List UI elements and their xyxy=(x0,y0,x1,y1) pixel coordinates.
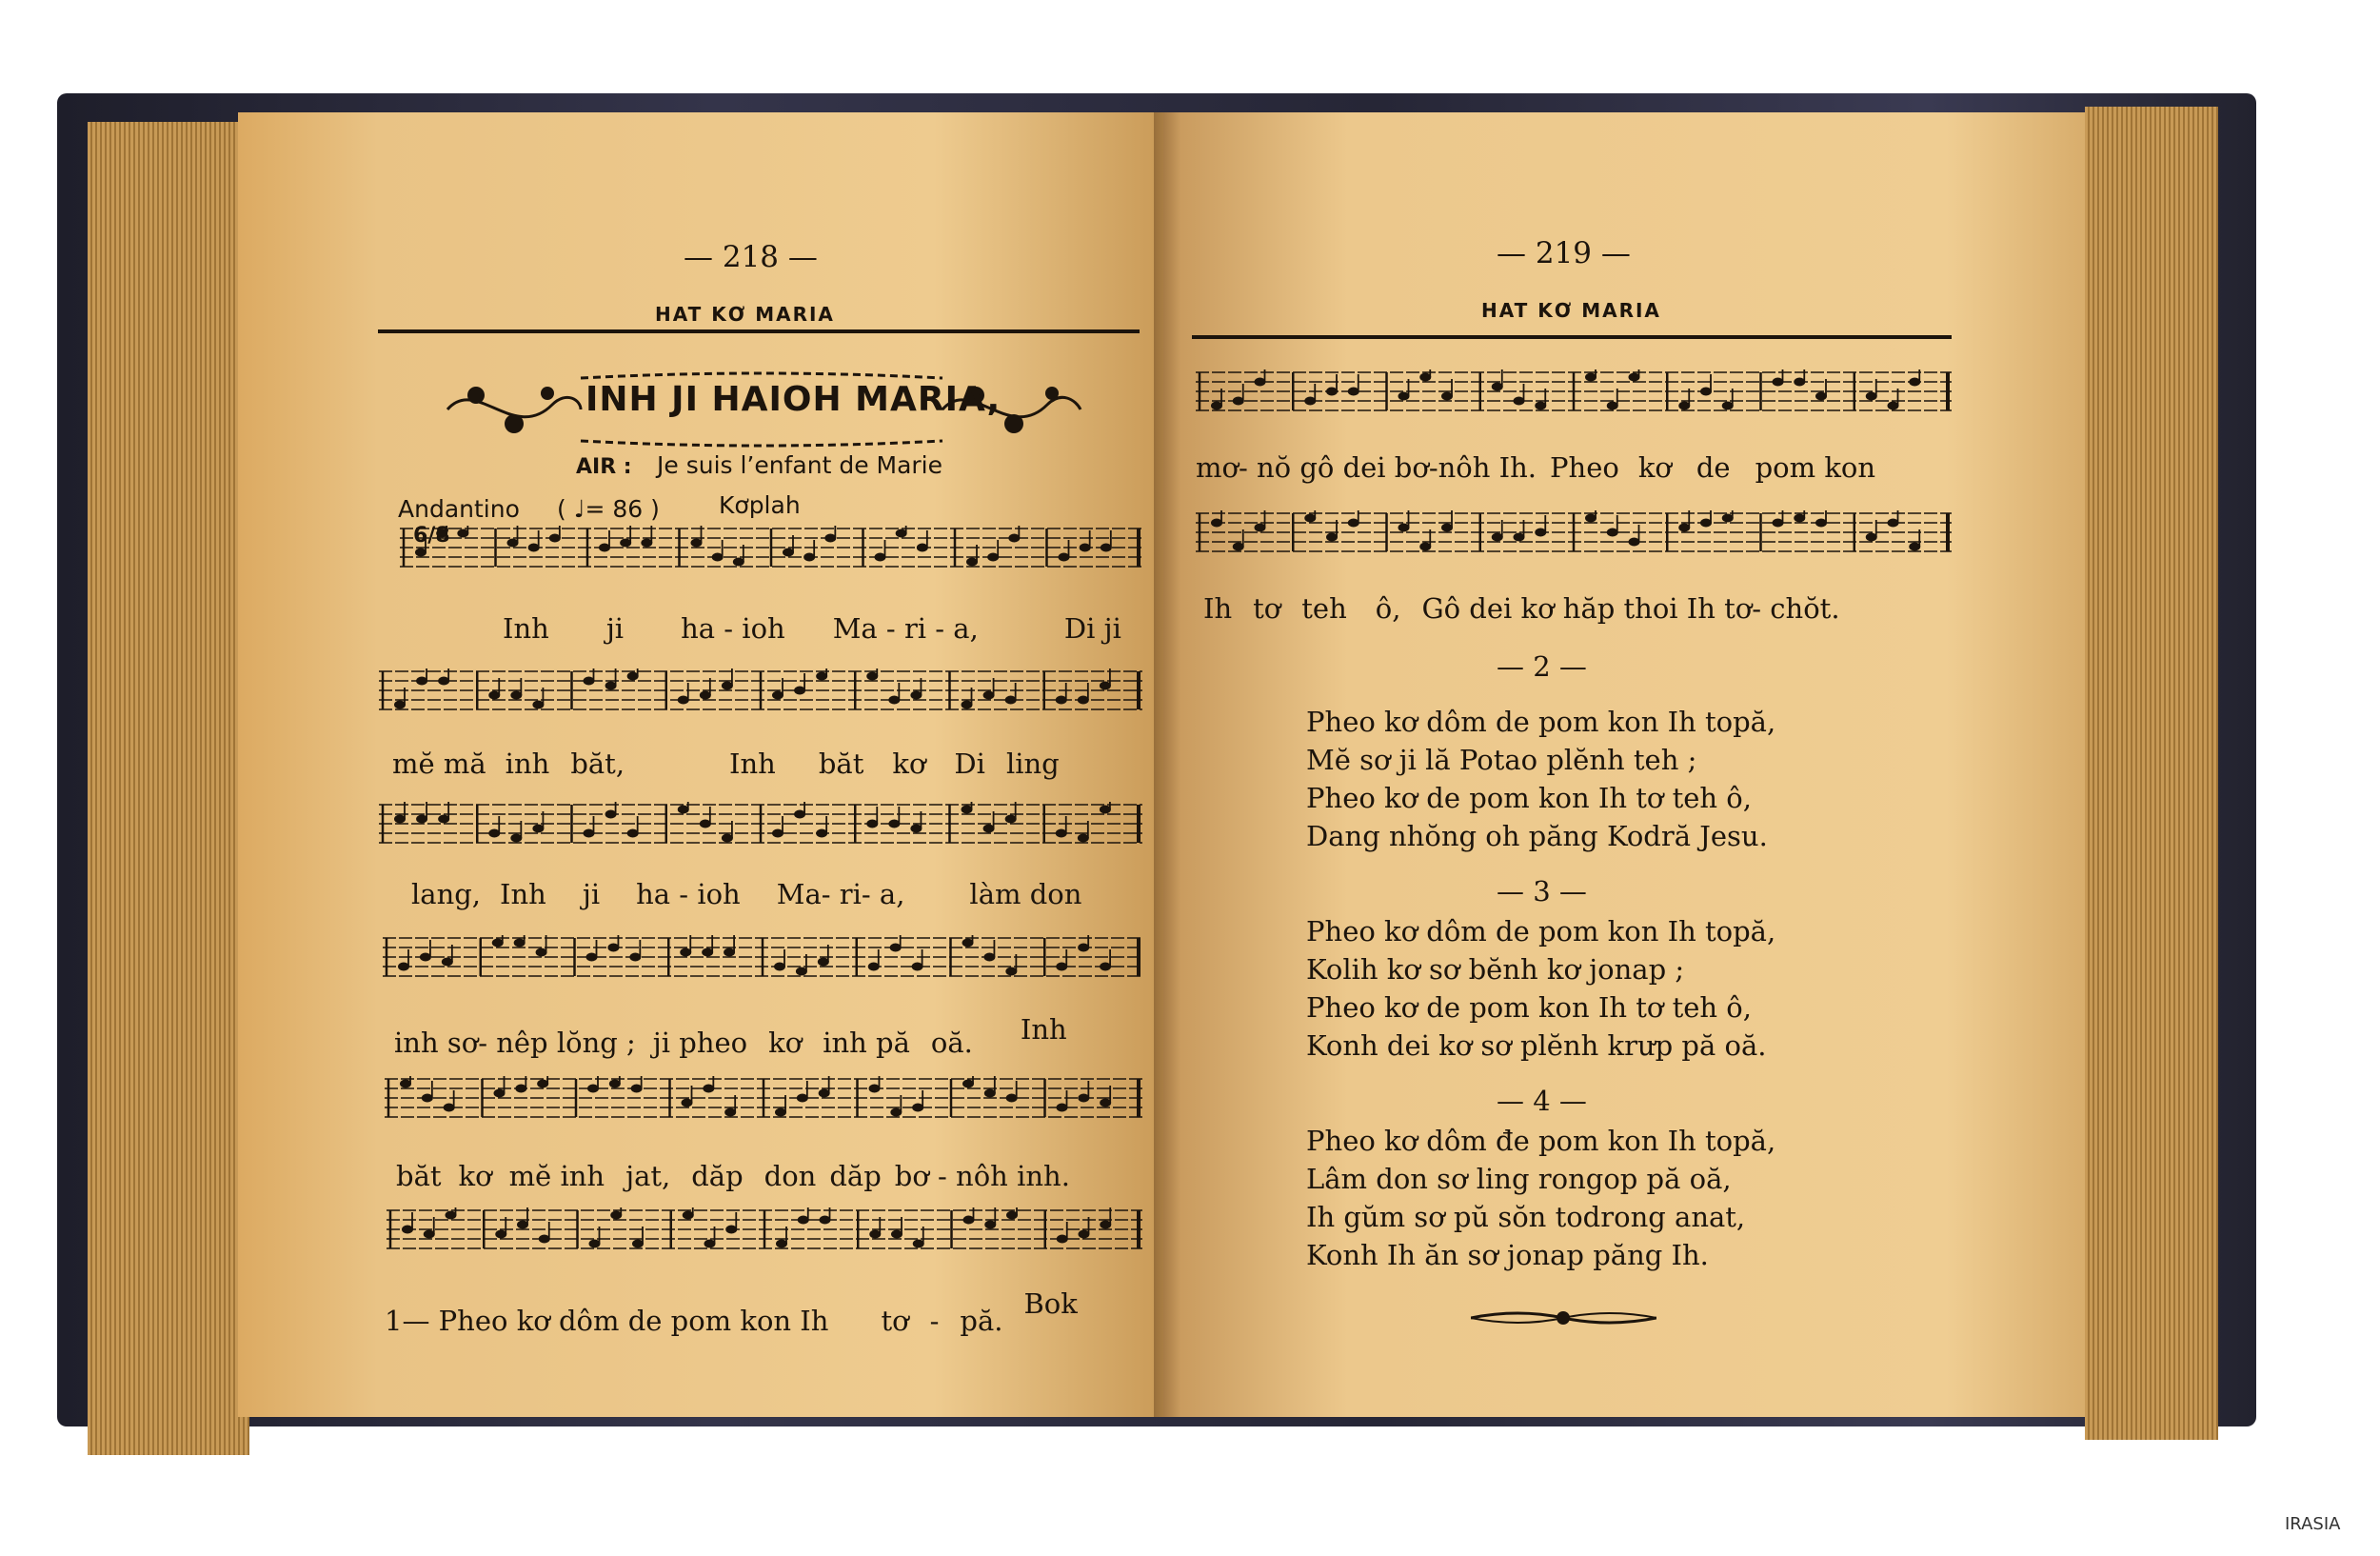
verse-line: Konh dei kơ sơ plĕnh krưp pă oă. xyxy=(1306,1029,1767,1062)
lyric-syllable: mơ- nŏ gô dei bơ-nôh Ih. xyxy=(1196,451,1537,484)
page-edges-left xyxy=(88,122,249,1455)
composer-name: Kơplah xyxy=(719,491,801,519)
lyric-line xyxy=(392,748,1060,780)
lyric-syllable: jat, xyxy=(625,1160,671,1192)
lyric-syllable: Ih xyxy=(1203,592,1233,625)
lyric-syllable: - xyxy=(929,1305,940,1337)
lyric-syllable: Inh xyxy=(1020,1013,1067,1046)
verse-line: Pheo kơ dôm de pom kon Ih topă, xyxy=(1306,915,1776,948)
lyric-syllable: 1— Pheo kơ dôm de pom kon Ih xyxy=(385,1305,829,1337)
lyric-syllable: kơ xyxy=(892,748,926,780)
lyric-line xyxy=(503,612,1121,645)
verse-number: — 3 — xyxy=(1497,875,1587,908)
lyric-line xyxy=(385,1287,1078,1337)
verse-number: — 4 — xyxy=(1497,1085,1587,1117)
lyric-syllable: teh xyxy=(1301,592,1347,625)
lyric-syllable: kơ xyxy=(768,1027,803,1059)
lyric-syllable: inh xyxy=(505,748,550,780)
verse-line: Pheo kơ dôm de pom kon Ih topă, xyxy=(1306,706,1776,738)
verse-line: Kolih kơ sơ bĕnh kơ jonap ; xyxy=(1306,953,1685,986)
left-page-number: — 218 — xyxy=(684,240,818,274)
lyric-syllable: ha - ioh xyxy=(636,878,741,910)
watermark: IRASIA xyxy=(2285,1514,2341,1534)
book-gutter xyxy=(1154,112,1180,1417)
lyric-syllable: pom kon xyxy=(1755,451,1876,484)
lyric-syllable: bơ - nôh inh. xyxy=(894,1160,1070,1192)
right-head-rule xyxy=(1192,335,1952,339)
lyric-line xyxy=(1203,592,1840,625)
lyric-syllable: mĕ inh xyxy=(508,1160,605,1192)
lyric-syllable: inh sơ- nêp lŏng ; xyxy=(394,1027,636,1059)
lyric-syllable: tơ xyxy=(1253,592,1281,625)
right-running-head: HAT KƠ MARIA xyxy=(1481,299,1661,322)
lyric-syllable: kơ xyxy=(458,1160,492,1192)
lyric-syllable: Pheo xyxy=(1550,451,1619,484)
lyric-syllable: băt xyxy=(396,1160,442,1192)
lyric-syllable: don xyxy=(764,1160,817,1192)
lyric-syllable: pă. xyxy=(960,1305,1003,1337)
song-title: INH JI HAIOH MARIA, xyxy=(585,380,1002,419)
lyric-syllable: ha - ioh xyxy=(681,612,785,645)
lyric-syllable: kơ xyxy=(1637,451,1672,484)
verse-line: Ih gŭm sơ pŭ sŏn todrong anat, xyxy=(1306,1201,1746,1233)
lyric-syllable: ji pheo xyxy=(652,1027,748,1059)
air-label: AIR : xyxy=(576,455,632,479)
lyric-syllable: Inh xyxy=(503,612,549,645)
music-staff xyxy=(400,526,1142,569)
lyric-syllable: ô, xyxy=(1375,592,1401,625)
verse-line: Pheo kơ de pom kon Ih tơ teh ô, xyxy=(1306,782,1752,814)
verse-line: Dang nhŏng oh păng Kodră Jesu. xyxy=(1306,820,1768,852)
music-staff xyxy=(383,935,1142,979)
metronome-marking: ( ♩= 86 ) xyxy=(557,495,660,523)
verse-line: Mĕ sơ ji lă Potao plĕnh teh ; xyxy=(1306,744,1697,776)
song-title-banner xyxy=(438,367,1085,452)
lyric-syllable: de xyxy=(1696,451,1731,484)
lyric-line xyxy=(1196,451,1875,484)
left-head-rule xyxy=(378,329,1140,333)
lyric-syllable: dăp xyxy=(829,1160,882,1192)
music-staff xyxy=(385,1076,1142,1120)
music-staff xyxy=(379,802,1142,846)
lyric-syllable: Inh xyxy=(500,878,546,910)
music-staff xyxy=(1196,369,1952,413)
lyric-syllable: tơ xyxy=(881,1305,909,1337)
lyric-line xyxy=(411,878,1081,910)
page-edges-right xyxy=(2085,107,2218,1440)
verse-line: Konh Ih ăn sơ jonap păng Ih. xyxy=(1306,1239,1709,1271)
verse-line: Pheo kơ de pom kon Ih tơ teh ô, xyxy=(1306,991,1752,1024)
lyric-line xyxy=(396,1160,1070,1192)
verse-line: Lâm don sơ ling rongop pă oă, xyxy=(1306,1163,1732,1195)
lyric-syllable: ling xyxy=(1005,748,1060,780)
lyric-syllable: băt, xyxy=(570,748,625,780)
air-text: Je suis l’enfant de Marie xyxy=(657,451,943,479)
lyric-syllable: oă. xyxy=(930,1027,973,1059)
lyric-syllable: Di ji xyxy=(1063,612,1121,645)
lyric-syllable: Gô dei kơ hăp thoi Ih tơ- chŏt. xyxy=(1421,592,1840,625)
lyric-syllable: lang, xyxy=(411,878,482,910)
lyric-syllable: Ma - ri - a, xyxy=(832,612,979,645)
verse-line: Pheo kơ dôm đe pom kon Ih topă, xyxy=(1306,1125,1776,1157)
end-ornament xyxy=(1471,1305,1656,1331)
tempo-marking: Andantino xyxy=(398,495,520,523)
lyric-syllable: inh pă xyxy=(823,1027,910,1059)
lyric-syllable: Inh xyxy=(729,748,776,780)
lyric-syllable: làm don xyxy=(969,878,1082,910)
lyric-syllable: ji xyxy=(582,878,601,910)
left-running-head: HAT KƠ MARIA xyxy=(655,303,835,326)
right-page-number: — 219 — xyxy=(1497,236,1631,270)
lyric-syllable: mĕ mă xyxy=(392,748,486,780)
music-staff xyxy=(387,1207,1142,1251)
lyric-syllable: Ma- ri- a, xyxy=(776,878,905,910)
lyric-syllable: Di xyxy=(954,748,985,780)
lyric-syllable: dăp xyxy=(691,1160,744,1192)
lyric-syllable: ji xyxy=(605,612,625,645)
time-signature: 6/8 xyxy=(413,524,450,548)
music-staff xyxy=(1196,510,1952,554)
lyric-syllable: Bok xyxy=(1023,1287,1078,1320)
lyric-line xyxy=(394,1013,1067,1059)
verse-number: — 2 — xyxy=(1497,650,1587,683)
lyric-syllable: băt xyxy=(818,748,864,780)
music-staff xyxy=(379,668,1142,712)
